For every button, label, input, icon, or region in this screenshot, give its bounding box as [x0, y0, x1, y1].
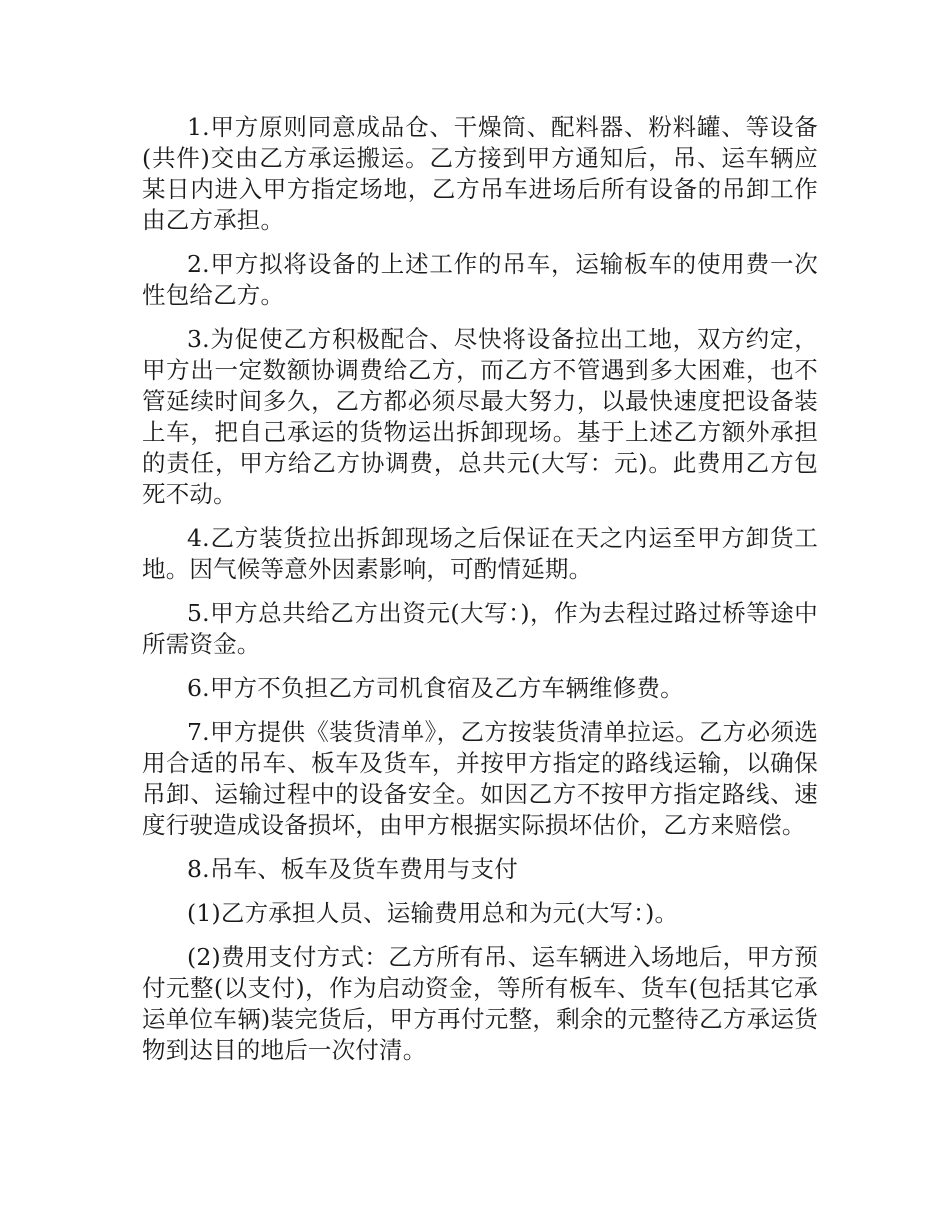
- paragraph-clause-2: 2.甲方拟将设备的上述工作的吊车，运输板车的使用费一次性包给乙方。: [142, 250, 818, 309]
- paragraph-clause-8-heading: 8.吊车、板车及货车费用与支付: [187, 855, 518, 883]
- paragraph-clause-4: 4.乙方装货拉出拆卸现场之后保证在天之内运至甲方卸货工地。因气候等意外因素影响，可酌情延期。: [142, 524, 818, 583]
- paragraph-clause-3: 3.为促使乙方积极配合、尽快将设备拉出工地，双方约定，甲方出一定数额协调费给乙方，而乙方不管遇到多大困难，也不管延续时间多久，乙方都必须尽最大努力，以最快速度把设备装上车，把自己承运的货物运出拆卸现场。基于上述乙方额外承担的责任，甲方给乙方协调费，总共元(大写：元)。此费用乙方包死不动。: [142, 325, 818, 508]
- paragraph-clause-8-2: (2)费用支付方式：乙方所有吊、运车辆进入场地后，甲方预付元整(以支付)，作为启动资金，等所有板车、货车(包括其它承运单位车辆)装完货后，甲方再付元整，剩余的元整待乙方承运货物到达目的地后一次付清。: [142, 943, 818, 1064]
- paragraph-clause-7: 7.甲方提供《装货清单》，乙方按装货清单拉运。乙方必须选用合适的吊车、板车及货车，并按甲方指定的路线运输，以确保吊卸、运输过程中的设备安全。如因乙方不按甲方指定路线、速度行驶造成设备损坏，由甲方根据实际损坏估价，乙方来赔偿。: [142, 718, 818, 839]
- paragraph-clause-1: 1.甲方原则同意成品仓、干燥筒、配料器、粉料罐、等设备(共件)交由乙方承运搬运。乙方接到甲方通知后，吊、运车辆应某日内进入甲方指定场地，乙方吊车进场后所有设备的吊卸工作由乙方承担。: [142, 113, 818, 234]
- paragraph-clause-8-1: (1)乙方承担人员、运输费用总和为元(大写：)。: [187, 899, 679, 927]
- paragraph-clause-6: 6.甲方不负担乙方司机食宿及乙方车辆维修费。: [187, 674, 684, 702]
- paragraph-clause-5: 5.甲方总共给乙方出资元(大写：)，作为去程过路过桥等途中所需资金。: [142, 599, 818, 658]
